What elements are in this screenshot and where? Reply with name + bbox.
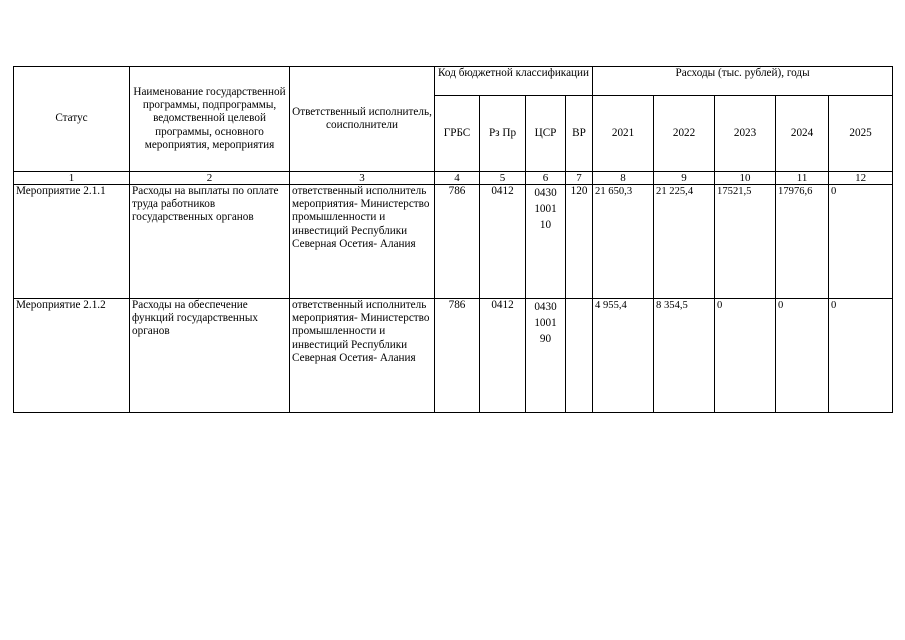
header-grbs: ГРБС — [435, 96, 480, 172]
header-year-2024: 2024 — [776, 96, 829, 172]
column-number: 7 — [566, 172, 593, 185]
row-value-2024: 17976,6 — [776, 185, 829, 299]
column-number: 8 — [593, 172, 654, 185]
row-value-2021: 21 650,3 — [593, 185, 654, 299]
table-row — [14, 299, 893, 413]
table-row — [14, 185, 893, 299]
row-name: Расходы на выплаты по оплате труда работников государственных органов — [130, 185, 290, 299]
header-executor: Ответственный исполнитель, соисполнители — [290, 67, 435, 172]
column-number: 2 — [130, 172, 290, 185]
header-year-2023: 2023 — [715, 96, 776, 172]
header-vr: ВР — [566, 96, 593, 172]
row-executor: ответственный исполнитель мероприятия- Министерство промышленности и инвестиций Республики Северная Осетия- Алания — [290, 299, 435, 413]
column-number: 9 — [654, 172, 715, 185]
column-number: 12 — [829, 172, 893, 185]
row-rzpr: 0412 — [480, 299, 526, 413]
row-value-2025: 0 — [829, 185, 893, 299]
header-name: Наименование государственной программы, подпрограммы, ведомственной целевой программы, основного мероприятия, мероприятия — [130, 67, 290, 172]
header-csr: ЦСР — [526, 96, 566, 172]
row-status: Мероприятие 2.1.1 — [14, 185, 130, 299]
row-vr — [566, 299, 593, 413]
row-value-2023: 0 — [715, 299, 776, 413]
header-year-2022: 2022 — [654, 96, 715, 172]
row-grbs: 786 — [435, 185, 480, 299]
row-status: Мероприятие 2.1.2 — [14, 299, 130, 413]
header-rzpr: Рз Пр — [480, 96, 526, 172]
header-year-2025: 2025 — [829, 96, 893, 172]
row-csr: 0430 1001 90 — [526, 299, 566, 413]
header-budget-code: Код бюджетной классификации — [435, 67, 593, 96]
row-value-2022: 8 354,5 — [654, 299, 715, 413]
header-year-2021: 2021 — [593, 96, 654, 172]
row-value-2021: 4 955,4 — [593, 299, 654, 413]
column-number: 5 — [480, 172, 526, 185]
column-number: 6 — [526, 172, 566, 185]
row-value-2022: 21 225,4 — [654, 185, 715, 299]
row-value-2023: 17521,5 — [715, 185, 776, 299]
row-grbs: 786 — [435, 299, 480, 413]
row-csr: 0430 1001 10 — [526, 185, 566, 299]
header-expenses: Расходы (тыс. рублей), годы — [593, 67, 893, 96]
column-number: 4 — [435, 172, 480, 185]
budget-table — [13, 66, 893, 413]
row-value-2025: 0 — [829, 299, 893, 413]
column-number: 1 — [14, 172, 130, 185]
row-rzpr: 0412 — [480, 185, 526, 299]
column-number: 11 — [776, 172, 829, 185]
header-row-1 — [14, 67, 893, 96]
row-name: Расходы на обеспечение функций государственных органов — [130, 299, 290, 413]
row-value-2024: 0 — [776, 299, 829, 413]
column-number: 3 — [290, 172, 435, 185]
row-vr: 120 — [566, 185, 593, 299]
header-status: Статус — [14, 67, 130, 172]
column-number-row — [14, 172, 893, 185]
row-executor: ответственный исполнитель мероприятия- Министерство промышленности и инвестиций Республики Северная Осетия- Алания — [290, 185, 435, 299]
column-number: 10 — [715, 172, 776, 185]
